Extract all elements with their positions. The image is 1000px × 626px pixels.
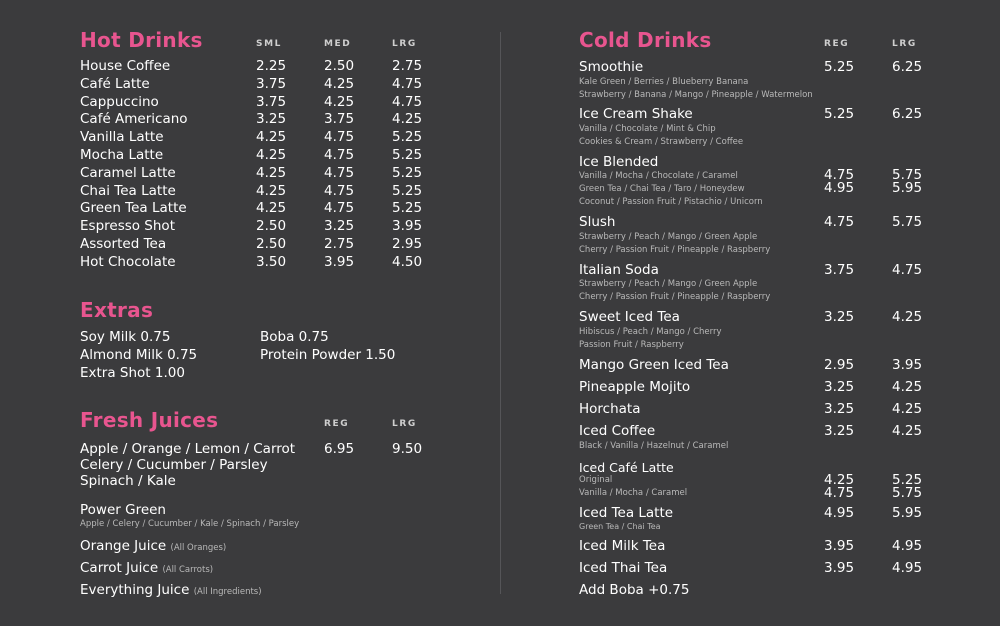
add-boba: Add Boba +0.75: [579, 582, 690, 598]
price: 4.95: [892, 560, 923, 576]
tea-latte-name: Iced Tea Latte: [579, 505, 674, 521]
price: 4.75: [324, 164, 355, 181]
slush-desc: Strawberry / Peach / Mango / Green Apple: [579, 232, 758, 242]
price: 6.25: [892, 59, 923, 75]
cold-drinks-title: Cold Drinks: [579, 28, 712, 52]
price: 3.25: [824, 379, 855, 395]
price: 4.75: [324, 200, 355, 217]
price: 4.75: [824, 485, 855, 501]
menu-item-name: Green Tea Latte: [80, 200, 187, 217]
blended-desc: Green Tea / Chai Tea / Taro / Honeydew: [579, 184, 745, 194]
hot-items-names: [80, 58, 188, 272]
iced-coffee-desc: Black / Vanilla / Hazelnut / Caramel: [579, 441, 729, 451]
power-green-desc: Apple / Celery / Cucumber / Kale / Spinach / Parsley: [80, 519, 300, 529]
smoothie-desc: Strawberry / Banana / Mango / Pineapple / Watermelon: [579, 90, 813, 100]
power-green-name: Power Green: [80, 502, 166, 518]
menu-item-name: Assorted Tea: [80, 235, 167, 252]
price: 4.25: [256, 146, 287, 163]
price: 4.95: [824, 180, 855, 196]
everything-juice-note: (All Ingredients): [193, 587, 262, 597]
price: 4.25: [892, 423, 923, 439]
tea-latte-desc: Green Tea / Chai Tea: [579, 522, 661, 531]
sweet-tea-desc: Hibiscus / Peach / Mango / Cherry: [579, 327, 722, 337]
menu-item-name: Caramel Latte: [80, 164, 176, 181]
price: 5.25: [824, 106, 855, 122]
price: 4.25: [892, 379, 923, 395]
hot-header-sml: SML: [256, 39, 282, 49]
carrot-juice-note: (All Carrots): [162, 565, 214, 575]
hot-sml-prices: [256, 58, 286, 272]
sweet-tea-name: Sweet Iced Tea: [579, 309, 680, 325]
extras-left: [80, 329, 197, 382]
price: 3.25: [824, 401, 855, 417]
price: 2.95: [392, 235, 423, 252]
price: 5.25: [392, 164, 423, 181]
mango-tea-name: Mango Green Iced Tea: [579, 357, 729, 373]
menu-item-name: Chai Tea Latte: [80, 182, 176, 199]
blended-desc: Coconut / Passion Fruit / Pistachio / Unicorn: [579, 197, 763, 207]
price: 3.95: [324, 253, 355, 270]
hot-lrg-prices: [392, 58, 422, 272]
price: 5.25: [392, 182, 423, 199]
price: 4.25: [256, 129, 287, 146]
menu-item-name: Café Americano: [80, 111, 188, 128]
hot-med-prices: [324, 58, 354, 272]
price: 5.25: [892, 472, 923, 488]
juice-combo: [80, 441, 295, 489]
price: 4.95: [892, 538, 923, 554]
price: 3.50: [256, 253, 287, 270]
price: 4.75: [392, 93, 423, 110]
price: 4.25: [324, 75, 355, 92]
menu-item-name: Café Latte: [80, 75, 150, 92]
juice-combo-line: Celery / Cucumber / Parsley: [80, 457, 268, 473]
iced-latte-name: Iced Café Latte: [579, 460, 674, 475]
price: 4.25: [392, 111, 423, 128]
price: 5.25: [392, 146, 423, 163]
extra-item: Boba 0.75: [260, 329, 329, 345]
price: 5.75: [892, 485, 923, 501]
price: 4.25: [256, 200, 287, 217]
carrot-juice-name: Carrot Juice: [80, 560, 159, 576]
price: 4.25: [892, 401, 923, 417]
price: 2.75: [324, 235, 355, 252]
extra-item: Protein Powder 1.50: [260, 346, 396, 363]
price: 3.75: [324, 111, 355, 128]
slush-desc: Cherry / Passion Fruit / Pineapple / Raspberry: [579, 245, 771, 255]
extras-right: [260, 329, 395, 365]
price: 3.75: [256, 75, 287, 92]
menu-item-name: Espresso Shot: [80, 218, 175, 235]
shake-desc: Cookies & Cream / Strawberry / Coffee: [579, 137, 744, 147]
soda-name: Italian Soda: [579, 262, 659, 278]
price: 5.95: [892, 505, 923, 521]
price: 4.75: [824, 214, 855, 230]
price: 5.25: [824, 59, 855, 75]
price: 4.95: [824, 505, 855, 521]
shake-name: Ice Cream Shake: [579, 106, 693, 122]
price: 5.25: [392, 129, 423, 146]
price: 3.95: [892, 357, 923, 373]
milk-tea-name: Iced Milk Tea: [579, 538, 666, 554]
price: 3.25: [824, 423, 855, 439]
juice-reg-price: 6.95: [324, 441, 355, 457]
juices-header-lrg: LRG: [392, 419, 417, 429]
menu-item-name: House Coffee: [80, 58, 171, 74]
everything-juice: [80, 582, 262, 598]
price: 4.75: [324, 129, 355, 146]
smoothie-desc: Kale Green / Berries / Blueberry Banana: [579, 77, 749, 87]
horchata-name: Horchata: [579, 401, 641, 417]
juice-combo-line: Spinach / Kale: [80, 473, 176, 489]
price: 4.25: [324, 93, 355, 110]
price: 3.75: [824, 262, 855, 278]
price: 2.75: [392, 58, 423, 74]
iced-latte-desc: Original: [579, 475, 613, 485]
price: 5.75: [892, 167, 923, 183]
thai-tea-name: Iced Thai Tea: [579, 560, 668, 576]
price: 4.75: [392, 75, 423, 92]
cold-header-reg: REG: [824, 39, 850, 49]
price: 5.75: [892, 214, 923, 230]
orange-juice-note: (All Oranges): [170, 543, 227, 553]
price: 4.25: [256, 182, 287, 199]
juices-header-reg: REG: [324, 419, 350, 429]
price: 4.25: [256, 164, 287, 181]
juice-lrg-price: 9.50: [392, 441, 423, 457]
fresh-juices-title: Fresh Juices: [80, 408, 219, 432]
soda-desc: Cherry / Passion Fruit / Pineapple / Raspberry: [579, 292, 771, 302]
menu-item-name: Cappuccino: [80, 93, 159, 110]
price: 3.75: [256, 93, 287, 110]
blended-name: Ice Blended: [579, 154, 659, 170]
price: 4.75: [324, 182, 355, 199]
juice-combo-line: Apple / Orange / Lemon / Carrot: [80, 441, 296, 457]
price: 4.50: [392, 253, 423, 270]
price: 3.95: [824, 538, 855, 554]
price: 6.25: [892, 106, 923, 122]
hot-drinks-title: Hot Drinks: [80, 28, 203, 52]
column-divider: [500, 32, 501, 594]
iced-coffee-name: Iced Coffee: [579, 423, 656, 439]
hot-header-lrg: LRG: [392, 39, 417, 49]
price: 3.95: [824, 560, 855, 576]
hot-header-med: MED: [324, 39, 352, 49]
price: 2.50: [256, 218, 287, 235]
soda-desc: Strawberry / Peach / Mango / Green Apple: [579, 279, 758, 289]
price: 3.25: [324, 218, 355, 235]
extra-item: Almond Milk 0.75: [80, 346, 198, 363]
everything-juice-name: Everything Juice: [80, 582, 190, 598]
mojito-name: Pineapple Mojito: [579, 379, 691, 395]
orange-juice-name: Orange Juice: [80, 538, 167, 554]
smoothie-name: Smoothie: [579, 59, 644, 75]
menu-item-name: Mocha Latte: [80, 146, 164, 163]
menu-item-name: Hot Chocolate: [80, 253, 176, 270]
cold-header-lrg: LRG: [892, 39, 917, 49]
extra-item: Extra Shot 1.00: [80, 364, 185, 381]
price: 4.75: [324, 146, 355, 163]
carrot-juice: [80, 560, 213, 576]
price: 5.25: [392, 200, 423, 217]
price: 4.25: [824, 472, 855, 488]
price: 2.50: [324, 58, 355, 74]
price: 4.75: [824, 167, 855, 183]
sweet-tea-desc: Passion Fruit / Raspberry: [579, 340, 684, 350]
price: 2.50: [256, 235, 287, 252]
iced-latte-desc: Vanilla / Mocha / Caramel: [579, 488, 688, 498]
extra-item: Soy Milk 0.75: [80, 329, 171, 345]
price: 4.75: [892, 262, 923, 278]
price: 2.25: [256, 58, 287, 74]
price: 3.95: [392, 218, 423, 235]
blended-desc: Vanilla / Mocha / Chocolate / Caramel: [579, 171, 738, 181]
menu-item-name: Vanilla Latte: [80, 129, 164, 146]
price: 4.25: [892, 309, 923, 325]
orange-juice: [80, 538, 226, 554]
price: 3.25: [824, 309, 855, 325]
shake-desc: Vanilla / Chocolate / Mint & Chip: [579, 124, 716, 134]
price: 2.95: [824, 357, 855, 373]
slush-name: Slush: [579, 214, 616, 230]
price: 5.95: [892, 180, 923, 196]
extras-title: Extras: [80, 298, 154, 322]
price: 3.25: [256, 111, 287, 128]
